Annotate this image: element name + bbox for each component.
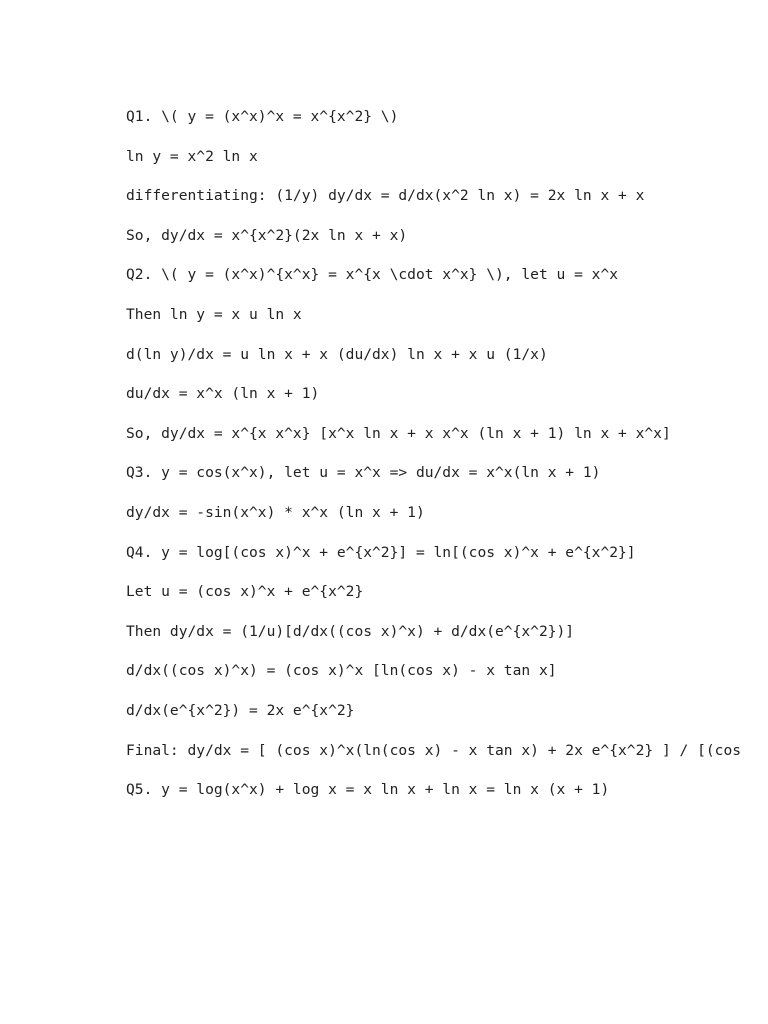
q2-step-1: Then ln y = x u ln x: [126, 305, 302, 323]
q4-step-2: Then dy/dx = (1/u)[d/dx((cos x)^x) + d/dx(e^{x^2})]: [126, 622, 575, 640]
q4-line: Q4. y = log[(cos x)^x + e^{x^2}] = ln[(cos x)^x + e^{x^2}]: [126, 543, 636, 561]
q3-line: Q3. y = cos(x^x), let u = x^x => du/dx = x^x(ln x + 1): [126, 464, 601, 482]
q4-step-4: d/dx(e^{x^2}) = 2x e^{x^2}: [126, 701, 355, 719]
q2-line: Q2. \( y = (x^x)^{x^x} = x^{x \cdot x^x} \), let u = x^x: [126, 266, 619, 284]
q5-line: Q5. y = log(x^x) + log x = x ln x + ln x = ln x (x + 1): [126, 781, 610, 799]
q3-result: dy/dx = -sin(x^x) * x^x (ln x + 1): [126, 503, 425, 521]
q4-step-3: d/dx((cos x)^x) = (cos x)^x [ln(cos x) - x tan x]: [126, 662, 557, 680]
q4-result: Final: dy/dx = [ (cos x)^x(ln(cos x) - x tan x) + 2x e^{x^2} ] / [(cos: [126, 741, 742, 759]
q1-step-1: ln y = x^2 ln x: [126, 147, 258, 165]
q2-step-3: du/dx = x^x (ln x + 1): [126, 385, 320, 403]
q1-result: So, dy/dx = x^{x^2}(2x ln x + x): [126, 226, 408, 244]
solution-lines: [126, 105, 741, 818]
q1-line: Q1. \( y = (x^x)^x = x^{x^2} \): [126, 108, 399, 125]
q4-step-1: Let u = (cos x)^x + e^{x^2}: [126, 583, 364, 601]
q2-step-2: d(ln y)/dx = u ln x + x (du/dx) ln x + x u (1/x): [126, 345, 548, 363]
q2-result: So, dy/dx = x^{x x^x} [x^x ln x + x x^x (ln x + 1) ln x + x^x]: [126, 424, 671, 442]
q1-step-2: differentiating: (1/y) dy/dx = d/dx(x^2 ln x) = 2x ln x + x: [126, 187, 645, 205]
